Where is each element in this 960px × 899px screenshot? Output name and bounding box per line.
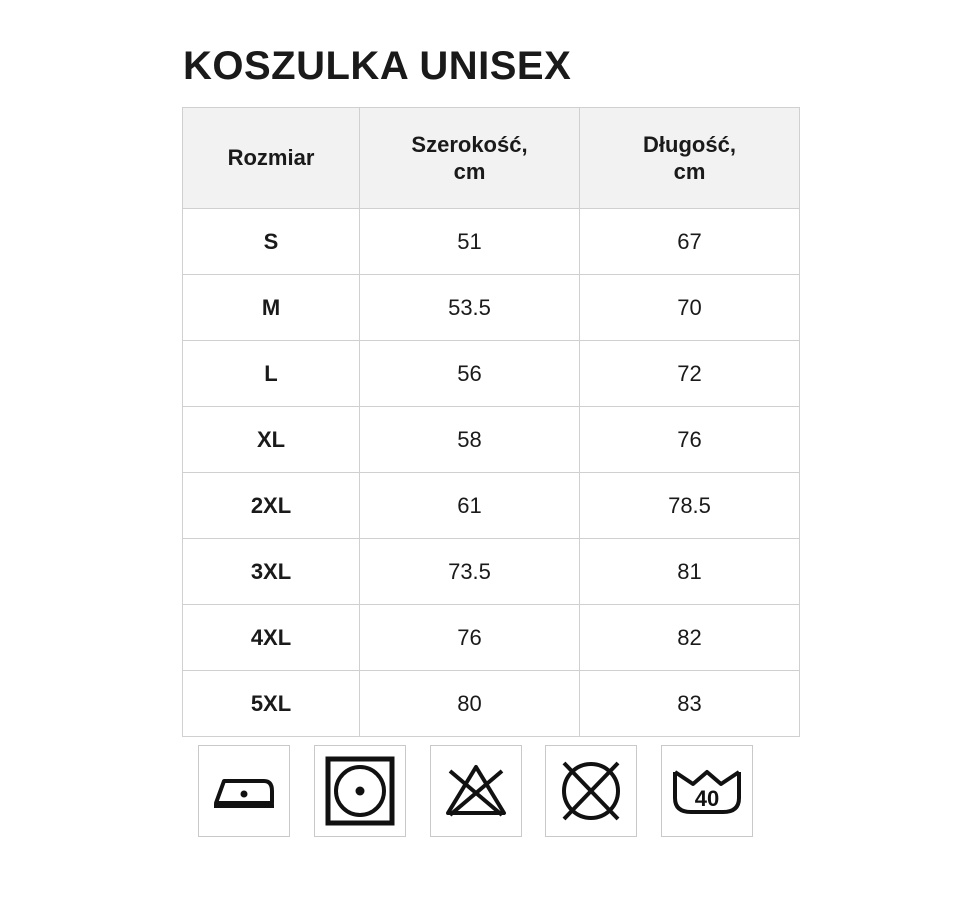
table-row [183,605,800,671]
wash-temperature-label: 40 [694,786,720,811]
table-body [183,209,800,737]
cell-width: 56 [360,341,580,407]
cell-size: 4XL [183,605,360,671]
table-row [183,341,800,407]
table-row [183,539,800,605]
cell-length: 67 [580,209,800,275]
care-instructions-row [198,745,753,837]
cell-size: 5XL [183,671,360,737]
column-header-width-line2: cm [453,159,486,184]
column-header-size: Rozmiar [183,108,360,209]
column-header-length-line1: Długość, [643,131,736,157]
iron-low-temperature-icon [210,767,278,815]
do-not-bleach-icon [442,761,510,821]
table-row [183,407,800,473]
cell-width: 80 [360,671,580,737]
cell-width: 76 [360,605,580,671]
cell-length: 81 [580,539,800,605]
cell-length: 76 [580,407,800,473]
cell-size: XL [183,407,360,473]
care-icon-do-not-bleach [430,745,522,837]
table-row [183,209,800,275]
size-table [182,107,800,737]
cell-width: 73.5 [360,539,580,605]
cell-length: 70 [580,275,800,341]
care-icon-wash-40 [661,745,753,837]
cell-length: 78.5 [580,473,800,539]
table-header [183,108,800,209]
cell-length: 83 [580,671,800,737]
cell-width: 61 [360,473,580,539]
care-icon-do-not-dry-clean [545,745,637,837]
cell-width: 53.5 [360,275,580,341]
page-title: KOSZULKA UNISEX [183,44,572,88]
table-row [183,275,800,341]
column-header-width [360,108,580,209]
tumble-dry-normal-icon [325,756,395,826]
cell-size: L [183,341,360,407]
table-header-row [183,108,800,209]
column-header-width-line1: Szerokość, [411,131,528,157]
table-row [183,671,800,737]
cell-width: 58 [360,407,580,473]
cell-size: M [183,275,360,341]
table-row [183,473,800,539]
cell-size: S [183,209,360,275]
cell-width: 51 [360,209,580,275]
care-icon-tumble-dry [314,745,406,837]
cell-size: 3XL [183,539,360,605]
wash-40-degrees-icon [671,762,743,820]
cell-size: 2XL [183,473,360,539]
column-header-length-line2: cm [673,159,706,184]
cell-length: 72 [580,341,800,407]
cell-length: 82 [580,605,800,671]
care-icon-iron [198,745,290,837]
do-not-dry-clean-icon [557,757,625,825]
column-header-length [580,108,800,209]
